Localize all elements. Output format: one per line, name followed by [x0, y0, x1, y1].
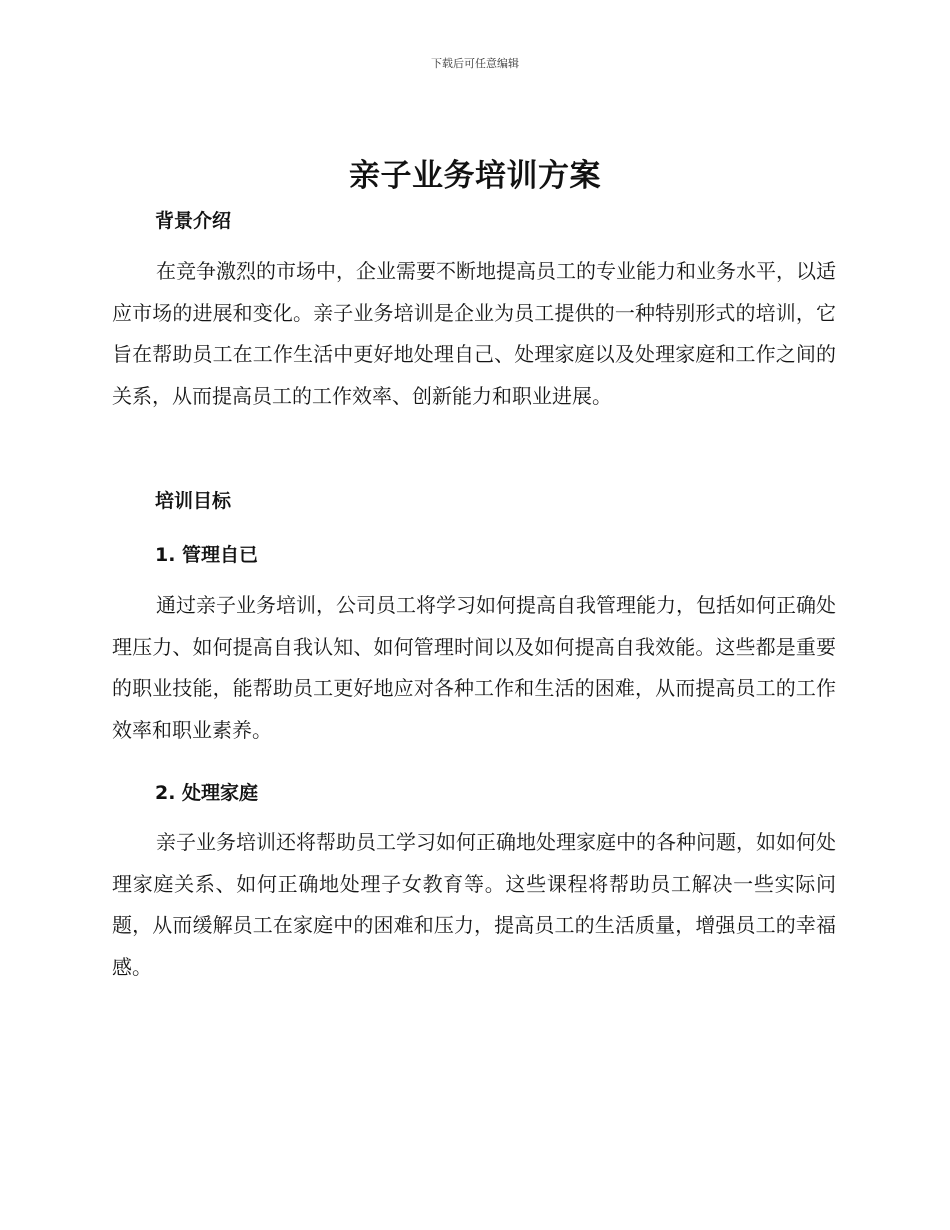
section-heading-family: 2. 处理家庭 — [155, 782, 259, 804]
section-paragraph-family: 亲子业务培训还将帮助员工学习如何正确地处理家庭中的各种问题，如如何处理家庭关系、如何正确地处理子女教育等。这些课程将帮助员工解决一些实际问题，从而缓解员工在家庭中的困难和压力，提高员工的生活质量，增强员工的幸福感。 — [112, 830, 836, 979]
section-heading-background: 背景介绍 — [155, 210, 232, 232]
header-note: 下载后可任意编辑 — [431, 57, 519, 70]
section-heading-self-management: 1. 管理自已 — [155, 544, 259, 566]
document-title: 亲子业务培训方案 — [349, 158, 601, 194]
section-heading-goals: 培训目标 — [155, 490, 232, 512]
section-paragraph-self-management: 通过亲子业务培训，公司员工将学习如何提高自我管理能力，包括如何正确处理压力、如何提高自我认知、如何管理时间以及如何提高自我效能。这些都是重要的职业技能，能帮助员工更好地应对各种工作和生活的困难，从而提高员工的工作效率和职业素养。 — [112, 593, 836, 742]
section-paragraph-background: 在竞争激烈的市场中，企业需要不断地提高员工的专业能力和业务水平，以适应市场的进展和变化。亲子业务培训是企业为员工提供的一种特别形式的培训，它旨在帮助员工在工作生活中更好地处理自己、处理家庭以及处理家庭和工作之间的关系，从而提高员工的工作效率、创新能力和职业进展。 — [112, 259, 836, 408]
